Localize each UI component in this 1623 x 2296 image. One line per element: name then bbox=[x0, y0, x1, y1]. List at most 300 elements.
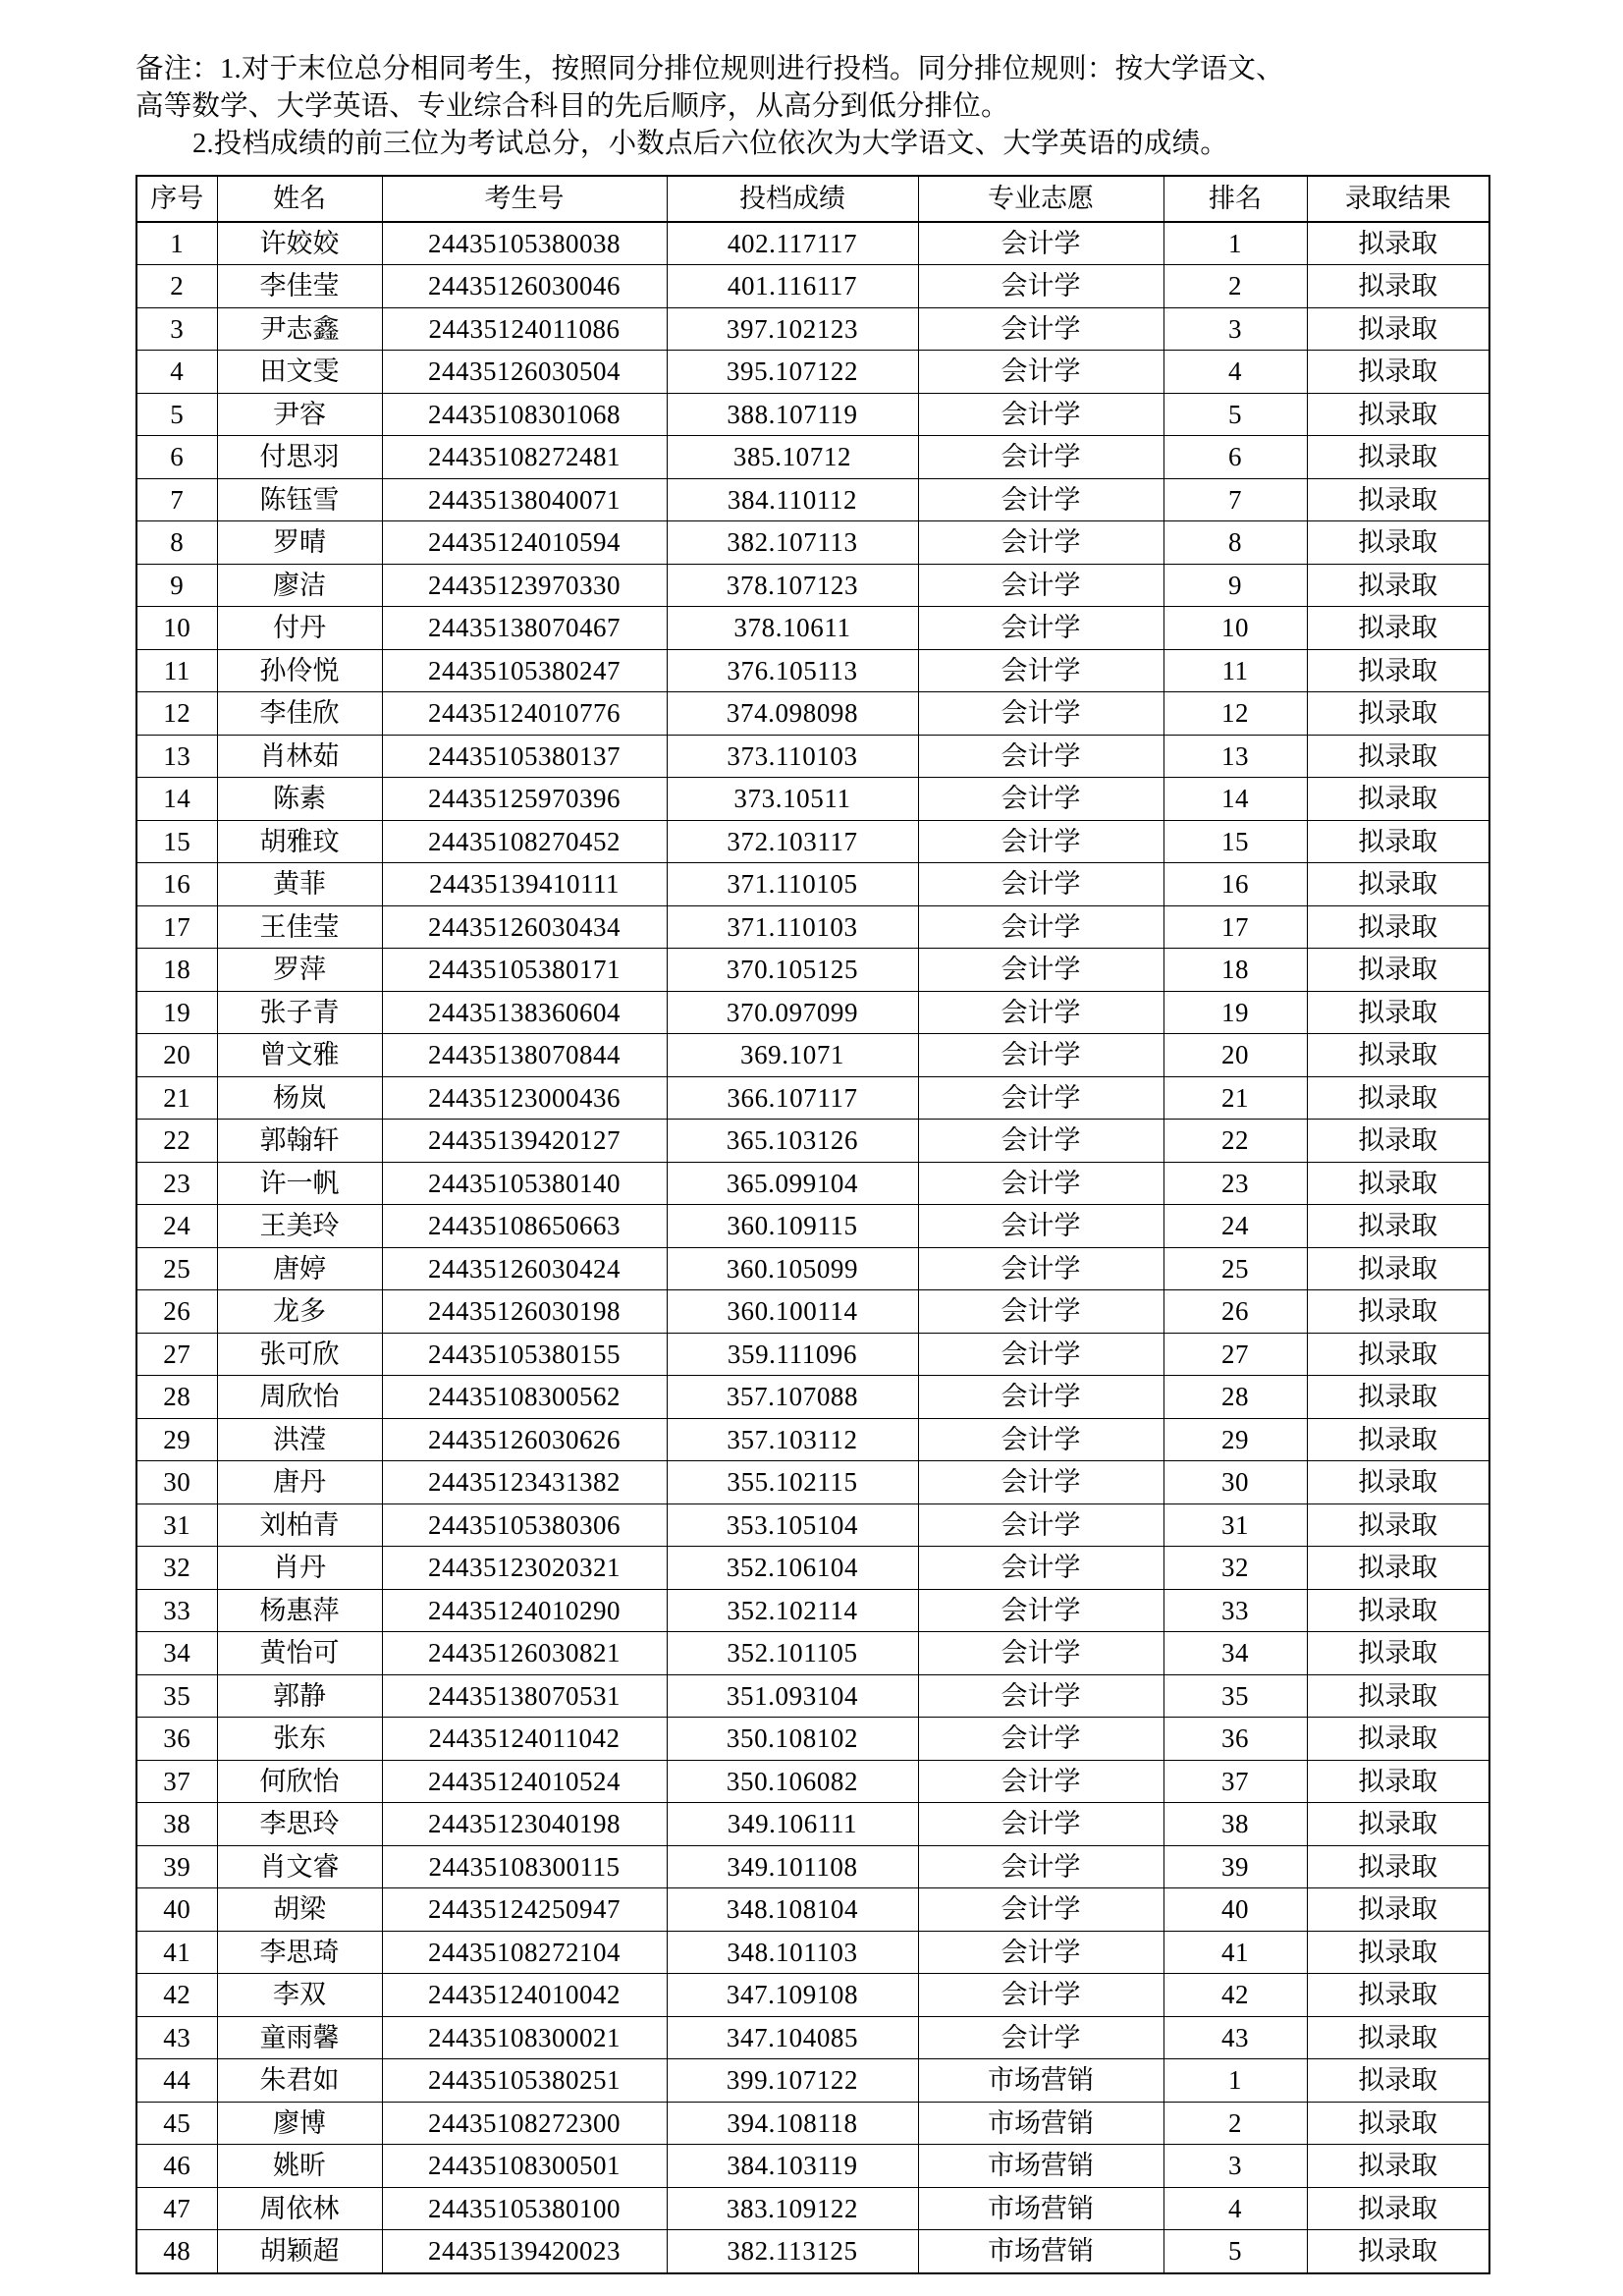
table-row bbox=[136, 521, 1489, 565]
cell-exam-id: 24435105380247 bbox=[382, 649, 667, 692]
cell-seq: 14 bbox=[136, 778, 217, 821]
table-row bbox=[136, 1418, 1489, 1461]
cell-exam-id: 24435126030198 bbox=[382, 1290, 667, 1334]
cell-result: 拟录取 bbox=[1307, 949, 1489, 992]
cell-rank: 24 bbox=[1163, 1205, 1307, 1248]
cell-name: 曾文雅 bbox=[217, 1034, 382, 1077]
cell-seq: 15 bbox=[136, 820, 217, 863]
column-header-major: 专业志愿 bbox=[918, 176, 1163, 222]
cell-result: 拟录取 bbox=[1307, 607, 1489, 650]
table-row bbox=[136, 991, 1489, 1034]
cell-exam-id: 24435105380155 bbox=[382, 1333, 667, 1376]
cell-name: 廖洁 bbox=[217, 564, 382, 607]
cell-result: 拟录取 bbox=[1307, 1931, 1489, 1974]
table-row bbox=[136, 1376, 1489, 1419]
cell-exam-id: 24435126030504 bbox=[382, 351, 667, 394]
table-row bbox=[136, 393, 1489, 436]
cell-result: 拟录取 bbox=[1307, 2102, 1489, 2145]
cell-seq: 27 bbox=[136, 1333, 217, 1376]
cell-rank: 16 bbox=[1163, 863, 1307, 906]
cell-rank: 43 bbox=[1163, 2016, 1307, 2059]
table-row bbox=[136, 649, 1489, 692]
cell-result: 拟录取 bbox=[1307, 1290, 1489, 1334]
cell-result: 拟录取 bbox=[1307, 735, 1489, 778]
cell-major: 会计学 bbox=[918, 607, 1163, 650]
cell-result: 拟录取 bbox=[1307, 2187, 1489, 2230]
cell-score: 347.109108 bbox=[667, 1974, 918, 2017]
cell-name: 郭翰轩 bbox=[217, 1120, 382, 1163]
cell-rank: 1 bbox=[1163, 2059, 1307, 2103]
cell-seq: 21 bbox=[136, 1076, 217, 1120]
table-row bbox=[136, 949, 1489, 992]
table-row bbox=[136, 1333, 1489, 1376]
cell-seq: 13 bbox=[136, 735, 217, 778]
cell-seq: 30 bbox=[136, 1461, 217, 1504]
cell-name: 李佳欣 bbox=[217, 692, 382, 736]
table-row bbox=[136, 1760, 1489, 1803]
cell-seq: 40 bbox=[136, 1888, 217, 1932]
cell-name: 尹容 bbox=[217, 393, 382, 436]
cell-name: 周欣怡 bbox=[217, 1376, 382, 1419]
cell-major: 会计学 bbox=[918, 991, 1163, 1034]
cell-result: 拟录取 bbox=[1307, 1589, 1489, 1632]
cell-name: 肖文睿 bbox=[217, 1845, 382, 1888]
table-row bbox=[136, 1931, 1489, 1974]
cell-exam-id: 24435139420127 bbox=[382, 1120, 667, 1163]
cell-name: 胡颖超 bbox=[217, 2230, 382, 2273]
cell-rank: 27 bbox=[1163, 1333, 1307, 1376]
cell-rank: 4 bbox=[1163, 351, 1307, 394]
remark-line-1: 备注：1.对于末位总分相同考生，按照同分排位规则进行投档。同分排位规则：按大学语文、 bbox=[135, 54, 1284, 84]
cell-major: 会计学 bbox=[918, 1205, 1163, 1248]
cell-exam-id: 24435139410111 bbox=[382, 863, 667, 906]
cell-major: 会计学 bbox=[918, 1418, 1163, 1461]
cell-result: 拟录取 bbox=[1307, 222, 1489, 265]
cell-rank: 7 bbox=[1163, 478, 1307, 521]
cell-seq: 38 bbox=[136, 1803, 217, 1846]
table-row bbox=[136, 222, 1489, 265]
cell-seq: 43 bbox=[136, 2016, 217, 2059]
table-row bbox=[136, 1718, 1489, 1761]
cell-major: 会计学 bbox=[918, 949, 1163, 992]
cell-exam-id: 24435123000436 bbox=[382, 1076, 667, 1120]
table-row bbox=[136, 1120, 1489, 1163]
cell-rank: 31 bbox=[1163, 1503, 1307, 1547]
cell-exam-id: 24435124010042 bbox=[382, 1974, 667, 2017]
cell-name: 尹志鑫 bbox=[217, 307, 382, 351]
cell-seq: 8 bbox=[136, 521, 217, 565]
cell-name: 王美玲 bbox=[217, 1205, 382, 1248]
cell-result: 拟录取 bbox=[1307, 521, 1489, 565]
cell-result: 拟录取 bbox=[1307, 1718, 1489, 1761]
table-row bbox=[136, 692, 1489, 736]
cell-major: 会计学 bbox=[918, 1845, 1163, 1888]
cell-name: 田文雯 bbox=[217, 351, 382, 394]
cell-result: 拟录取 bbox=[1307, 1674, 1489, 1718]
cell-score: 352.101105 bbox=[667, 1632, 918, 1675]
cell-major: 会计学 bbox=[918, 1461, 1163, 1504]
cell-score: 349.101108 bbox=[667, 1845, 918, 1888]
cell-score: 360.105099 bbox=[667, 1247, 918, 1290]
cell-exam-id: 24435125970396 bbox=[382, 778, 667, 821]
cell-result: 拟录取 bbox=[1307, 820, 1489, 863]
cell-major: 会计学 bbox=[918, 1760, 1163, 1803]
cell-major: 会计学 bbox=[918, 393, 1163, 436]
cell-rank: 3 bbox=[1163, 2145, 1307, 2188]
table-row bbox=[136, 1589, 1489, 1632]
cell-major: 会计学 bbox=[918, 1803, 1163, 1846]
cell-rank: 14 bbox=[1163, 778, 1307, 821]
cell-rank: 42 bbox=[1163, 1974, 1307, 2017]
cell-score: 369.1071 bbox=[667, 1034, 918, 1077]
cell-name: 陈素 bbox=[217, 778, 382, 821]
cell-seq: 35 bbox=[136, 1674, 217, 1718]
cell-rank: 25 bbox=[1163, 1247, 1307, 1290]
table-row bbox=[136, 1162, 1489, 1205]
cell-exam-id: 24435124011042 bbox=[382, 1718, 667, 1761]
cell-seq: 46 bbox=[136, 2145, 217, 2188]
cell-major: 会计学 bbox=[918, 649, 1163, 692]
cell-major: 会计学 bbox=[918, 1333, 1163, 1376]
cell-score: 382.107113 bbox=[667, 521, 918, 565]
cell-exam-id: 24435124010776 bbox=[382, 692, 667, 736]
cell-result: 拟录取 bbox=[1307, 1162, 1489, 1205]
cell-name: 李佳莹 bbox=[217, 265, 382, 308]
table-header bbox=[136, 176, 1489, 222]
cell-seq: 37 bbox=[136, 1760, 217, 1803]
table-row bbox=[136, 478, 1489, 521]
cell-seq: 12 bbox=[136, 692, 217, 736]
cell-seq: 4 bbox=[136, 351, 217, 394]
cell-score: 401.116117 bbox=[667, 265, 918, 308]
cell-name: 童雨馨 bbox=[217, 2016, 382, 2059]
cell-exam-id: 24435138070844 bbox=[382, 1034, 667, 1077]
cell-seq: 11 bbox=[136, 649, 217, 692]
table-row bbox=[136, 1632, 1489, 1675]
cell-score: 370.097099 bbox=[667, 991, 918, 1034]
cell-name: 洪滢 bbox=[217, 1418, 382, 1461]
cell-result: 拟录取 bbox=[1307, 2059, 1489, 2103]
table-row bbox=[136, 1845, 1489, 1888]
cell-rank: 1 bbox=[1163, 222, 1307, 265]
cell-rank: 15 bbox=[1163, 820, 1307, 863]
cell-rank: 38 bbox=[1163, 1803, 1307, 1846]
cell-seq: 23 bbox=[136, 1162, 217, 1205]
cell-seq: 17 bbox=[136, 905, 217, 949]
cell-score: 382.113125 bbox=[667, 2230, 918, 2273]
cell-name: 黄菲 bbox=[217, 863, 382, 906]
cell-exam-id: 24435105380038 bbox=[382, 222, 667, 265]
cell-major: 会计学 bbox=[918, 2016, 1163, 2059]
cell-name: 杨惠萍 bbox=[217, 1589, 382, 1632]
cell-seq: 25 bbox=[136, 1247, 217, 1290]
cell-name: 廖博 bbox=[217, 2102, 382, 2145]
cell-name: 朱君如 bbox=[217, 2059, 382, 2103]
cell-result: 拟录取 bbox=[1307, 478, 1489, 521]
cell-name: 姚昕 bbox=[217, 2145, 382, 2188]
cell-result: 拟录取 bbox=[1307, 2230, 1489, 2273]
cell-name: 张可欣 bbox=[217, 1333, 382, 1376]
cell-major: 会计学 bbox=[918, 1076, 1163, 1120]
cell-seq: 9 bbox=[136, 564, 217, 607]
table-row bbox=[136, 265, 1489, 308]
cell-result: 拟录取 bbox=[1307, 1034, 1489, 1077]
cell-major: 会计学 bbox=[918, 521, 1163, 565]
table-row bbox=[136, 735, 1489, 778]
cell-score: 357.107088 bbox=[667, 1376, 918, 1419]
cell-name: 何欣怡 bbox=[217, 1760, 382, 1803]
cell-name: 李双 bbox=[217, 1974, 382, 2017]
cell-score: 350.108102 bbox=[667, 1718, 918, 1761]
cell-exam-id: 24435123970330 bbox=[382, 564, 667, 607]
cell-rank: 26 bbox=[1163, 1290, 1307, 1334]
cell-exam-id: 24435138070467 bbox=[382, 607, 667, 650]
cell-score: 359.111096 bbox=[667, 1333, 918, 1376]
cell-rank: 11 bbox=[1163, 649, 1307, 692]
cell-result: 拟录取 bbox=[1307, 778, 1489, 821]
cell-score: 383.109122 bbox=[667, 2187, 918, 2230]
cell-result: 拟录取 bbox=[1307, 905, 1489, 949]
cell-name: 罗晴 bbox=[217, 521, 382, 565]
cell-score: 351.093104 bbox=[667, 1674, 918, 1718]
cell-seq: 48 bbox=[136, 2230, 217, 2273]
cell-exam-id: 24435108272104 bbox=[382, 1931, 667, 1974]
cell-name: 张东 bbox=[217, 1718, 382, 1761]
cell-name: 胡雅玟 bbox=[217, 820, 382, 863]
cell-seq: 28 bbox=[136, 1376, 217, 1419]
table-row bbox=[136, 1461, 1489, 1504]
cell-major: 会计学 bbox=[918, 436, 1163, 479]
cell-seq: 5 bbox=[136, 393, 217, 436]
cell-seq: 10 bbox=[136, 607, 217, 650]
cell-name: 周依林 bbox=[217, 2187, 382, 2230]
cell-name: 肖丹 bbox=[217, 1547, 382, 1590]
cell-score: 366.107117 bbox=[667, 1076, 918, 1120]
cell-seq: 20 bbox=[136, 1034, 217, 1077]
cell-result: 拟录取 bbox=[1307, 1376, 1489, 1419]
cell-major: 会计学 bbox=[918, 265, 1163, 308]
cell-name: 郭静 bbox=[217, 1674, 382, 1718]
table-row bbox=[136, 1034, 1489, 1077]
cell-exam-id: 24435108301068 bbox=[382, 393, 667, 436]
cell-exam-id: 24435126030434 bbox=[382, 905, 667, 949]
cell-exam-id: 24435108650663 bbox=[382, 1205, 667, 1248]
cell-major: 会计学 bbox=[918, 1503, 1163, 1547]
cell-exam-id: 24435124010290 bbox=[382, 1589, 667, 1632]
table-row bbox=[136, 1205, 1489, 1248]
cell-result: 拟录取 bbox=[1307, 863, 1489, 906]
cell-score: 352.102114 bbox=[667, 1589, 918, 1632]
cell-name: 孙伶悦 bbox=[217, 649, 382, 692]
cell-major: 会计学 bbox=[918, 351, 1163, 394]
column-header-rank: 排名 bbox=[1163, 176, 1307, 222]
cell-major: 会计学 bbox=[918, 1376, 1163, 1419]
cell-name: 付丹 bbox=[217, 607, 382, 650]
cell-rank: 4 bbox=[1163, 2187, 1307, 2230]
cell-major: 会计学 bbox=[918, 1547, 1163, 1590]
table-row bbox=[136, 1547, 1489, 1590]
cell-score: 371.110103 bbox=[667, 905, 918, 949]
cell-name: 王佳莹 bbox=[217, 905, 382, 949]
cell-rank: 8 bbox=[1163, 521, 1307, 565]
cell-exam-id: 24435108300501 bbox=[382, 2145, 667, 2188]
cell-score: 360.100114 bbox=[667, 1290, 918, 1334]
cell-score: 355.102115 bbox=[667, 1461, 918, 1504]
cell-score: 352.106104 bbox=[667, 1547, 918, 1590]
cell-result: 拟录取 bbox=[1307, 1076, 1489, 1120]
cell-exam-id: 24435108300115 bbox=[382, 1845, 667, 1888]
column-header-result: 录取结果 bbox=[1307, 176, 1489, 222]
cell-result: 拟录取 bbox=[1307, 1333, 1489, 1376]
table-row bbox=[136, 1290, 1489, 1334]
cell-seq: 7 bbox=[136, 478, 217, 521]
table-row bbox=[136, 1888, 1489, 1932]
cell-rank: 28 bbox=[1163, 1376, 1307, 1419]
cell-result: 拟录取 bbox=[1307, 1888, 1489, 1932]
cell-score: 378.10611 bbox=[667, 607, 918, 650]
cell-name: 李思琦 bbox=[217, 1931, 382, 1974]
table-row bbox=[136, 905, 1489, 949]
cell-result: 拟录取 bbox=[1307, 692, 1489, 736]
cell-seq: 29 bbox=[136, 1418, 217, 1461]
cell-major: 市场营销 bbox=[918, 2102, 1163, 2145]
cell-exam-id: 24435126030626 bbox=[382, 1418, 667, 1461]
cell-score: 353.105104 bbox=[667, 1503, 918, 1547]
remark-line-3: 2.投档成绩的前三位为考试总分，小数点后六位依次为大学语文、大学英语的成绩。 bbox=[192, 128, 1228, 159]
table-row bbox=[136, 820, 1489, 863]
cell-exam-id: 24435124250947 bbox=[382, 1888, 667, 1932]
table-row bbox=[136, 1803, 1489, 1846]
cell-rank: 23 bbox=[1163, 1162, 1307, 1205]
cell-major: 会计学 bbox=[918, 1718, 1163, 1761]
table-row bbox=[136, 2187, 1489, 2230]
admission-roster-table bbox=[135, 175, 1490, 2274]
cell-major: 市场营销 bbox=[918, 2145, 1163, 2188]
cell-major: 会计学 bbox=[918, 1290, 1163, 1334]
cell-exam-id: 24435105380251 bbox=[382, 2059, 667, 2103]
cell-score: 384.110112 bbox=[667, 478, 918, 521]
cell-exam-id: 24435126030821 bbox=[382, 1632, 667, 1675]
cell-name: 付思羽 bbox=[217, 436, 382, 479]
cell-major: 会计学 bbox=[918, 905, 1163, 949]
cell-name: 张子青 bbox=[217, 991, 382, 1034]
cell-rank: 20 bbox=[1163, 1034, 1307, 1077]
cell-result: 拟录取 bbox=[1307, 1418, 1489, 1461]
table-row bbox=[136, 564, 1489, 607]
cell-score: 370.105125 bbox=[667, 949, 918, 992]
cell-exam-id: 24435108272481 bbox=[382, 436, 667, 479]
cell-major: 会计学 bbox=[918, 307, 1163, 351]
cell-score: 385.10712 bbox=[667, 436, 918, 479]
cell-rank: 30 bbox=[1163, 1461, 1307, 1504]
cell-seq: 3 bbox=[136, 307, 217, 351]
cell-major: 会计学 bbox=[918, 1931, 1163, 1974]
cell-seq: 1 bbox=[136, 222, 217, 265]
table-row bbox=[136, 2102, 1489, 2145]
cell-score: 371.110105 bbox=[667, 863, 918, 906]
cell-score: 394.108118 bbox=[667, 2102, 918, 2145]
cell-seq: 39 bbox=[136, 1845, 217, 1888]
cell-score: 357.103112 bbox=[667, 1418, 918, 1461]
cell-score: 376.105113 bbox=[667, 649, 918, 692]
cell-major: 会计学 bbox=[918, 1034, 1163, 1077]
cell-exam-id: 24435108272300 bbox=[382, 2102, 667, 2145]
cell-major: 市场营销 bbox=[918, 2230, 1163, 2273]
table-row bbox=[136, 1503, 1489, 1547]
remarks-block bbox=[135, 51, 1541, 163]
cell-major: 会计学 bbox=[918, 1120, 1163, 1163]
table-row bbox=[136, 778, 1489, 821]
cell-score: 388.107119 bbox=[667, 393, 918, 436]
cell-seq: 19 bbox=[136, 991, 217, 1034]
cell-result: 拟录取 bbox=[1307, 1547, 1489, 1590]
cell-score: 378.107123 bbox=[667, 564, 918, 607]
cell-name: 黄怡可 bbox=[217, 1632, 382, 1675]
cell-rank: 6 bbox=[1163, 436, 1307, 479]
cell-result: 拟录取 bbox=[1307, 1205, 1489, 1248]
cell-exam-id: 24435108300021 bbox=[382, 2016, 667, 2059]
table-row bbox=[136, 1674, 1489, 1718]
table-body bbox=[136, 222, 1489, 2273]
cell-result: 拟录取 bbox=[1307, 2016, 1489, 2059]
cell-result: 拟录取 bbox=[1307, 1760, 1489, 1803]
cell-score: 374.098098 bbox=[667, 692, 918, 736]
cell-seq: 41 bbox=[136, 1931, 217, 1974]
cell-major: 会计学 bbox=[918, 222, 1163, 265]
cell-seq: 34 bbox=[136, 1632, 217, 1675]
cell-rank: 41 bbox=[1163, 1931, 1307, 1974]
cell-major: 市场营销 bbox=[918, 2187, 1163, 2230]
table-row bbox=[136, 2230, 1489, 2273]
cell-exam-id: 24435123040198 bbox=[382, 1803, 667, 1846]
cell-seq: 18 bbox=[136, 949, 217, 992]
cell-seq: 31 bbox=[136, 1503, 217, 1547]
cell-rank: 22 bbox=[1163, 1120, 1307, 1163]
cell-result: 拟录取 bbox=[1307, 649, 1489, 692]
cell-major: 会计学 bbox=[918, 692, 1163, 736]
table-row bbox=[136, 436, 1489, 479]
cell-name: 刘柏青 bbox=[217, 1503, 382, 1547]
cell-score: 395.107122 bbox=[667, 351, 918, 394]
cell-result: 拟录取 bbox=[1307, 1974, 1489, 2017]
cell-major: 会计学 bbox=[918, 778, 1163, 821]
cell-seq: 24 bbox=[136, 1205, 217, 1248]
cell-seq: 26 bbox=[136, 1290, 217, 1334]
cell-name: 胡梁 bbox=[217, 1888, 382, 1932]
cell-name: 罗萍 bbox=[217, 949, 382, 992]
cell-rank: 32 bbox=[1163, 1547, 1307, 1590]
cell-score: 347.104085 bbox=[667, 2016, 918, 2059]
cell-result: 拟录取 bbox=[1307, 393, 1489, 436]
cell-exam-id: 24435126030046 bbox=[382, 265, 667, 308]
cell-result: 拟录取 bbox=[1307, 2145, 1489, 2188]
cell-exam-id: 24435123020321 bbox=[382, 1547, 667, 1590]
cell-exam-id: 24435108270452 bbox=[382, 820, 667, 863]
cell-score: 373.10511 bbox=[667, 778, 918, 821]
cell-major: 会计学 bbox=[918, 1589, 1163, 1632]
remark-line-2: 高等数学、大学英语、专业综合科目的先后顺序，从高分到低分排位。 bbox=[135, 90, 1009, 122]
cell-rank: 34 bbox=[1163, 1632, 1307, 1675]
table-row bbox=[136, 1076, 1489, 1120]
cell-exam-id: 24435124010594 bbox=[382, 521, 667, 565]
cell-exam-id: 24435105380171 bbox=[382, 949, 667, 992]
cell-major: 会计学 bbox=[918, 735, 1163, 778]
cell-major: 会计学 bbox=[918, 1974, 1163, 2017]
cell-rank: 10 bbox=[1163, 607, 1307, 650]
cell-score: 348.108104 bbox=[667, 1888, 918, 1932]
cell-name: 许姣姣 bbox=[217, 222, 382, 265]
cell-name: 龙多 bbox=[217, 1290, 382, 1334]
